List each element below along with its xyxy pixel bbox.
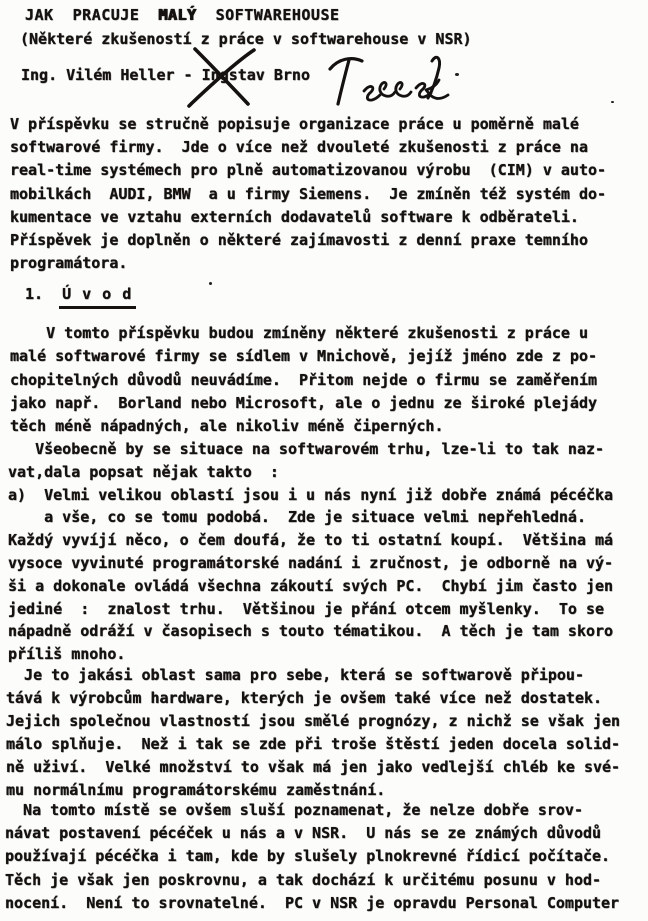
- text-line: Je to jakási oblast sama pro sebe, která se softwarově připou-: [6, 666, 584, 684]
- body-paragraph-2: [8, 438, 613, 666]
- body-paragraph-1: [10, 322, 597, 438]
- text-line: chopitelných důvodů neuvádíme. Přitom nejde o firmu se zaměřením: [10, 370, 597, 389]
- text-line: Těch je však jen poskrovnu, a tak dochází k určitému posunu v hod-: [5, 870, 602, 889]
- body-paragraph-4: [5, 799, 619, 915]
- author-city: Brno: [264, 66, 310, 84]
- text-line: Jejich společnou vlastností jsou smělé prognózy, z nichž se však jen: [6, 711, 621, 730]
- section-heading: [25, 285, 136, 309]
- section-title: Ú v o d: [59, 285, 136, 309]
- cross-out-mark: [184, 46, 262, 108]
- text-line: kumentace ve vztahu externích dodavatelů software k odběrateli.: [10, 207, 579, 226]
- page-title: [25, 6, 340, 24]
- body-paragraph-3: [6, 664, 620, 801]
- text-line: návat postavení pécéček u nás a v NSR. U nás se ze známých důvodů: [5, 824, 602, 843]
- handwritten-annotation: [326, 52, 450, 108]
- text-line: tává k výrobcům hardware, kterých je ovšem také více než dostatek.: [6, 688, 603, 707]
- text-line: a vše, co se tomu podobá. Zde je situace velmi nepřehledná.: [8, 508, 586, 527]
- title-text-start: JAK PRACUJE: [25, 6, 159, 24]
- text-line: softwarové firmy. Jde o více než dvouleté zkušenosti z práce na: [10, 138, 588, 157]
- text-line: jediné : znalost trhu. Většinou je přání otcem myšlenky. To se: [8, 599, 605, 618]
- ink-speck: [455, 73, 459, 76]
- page-subtitle: (Některé zkušeností z práce v softwarehouse v NSR): [20, 30, 472, 48]
- text-line: programátora.: [10, 254, 128, 273]
- text-line: Všeobecně by se situace na softwarovém trhu, lze-li to tak naz-: [8, 440, 605, 458]
- author-name: Ing. Vilém Heller -: [21, 66, 202, 84]
- text-line: malé softwarové firmy se sídlem v Mnichově, jejíž jméno zde z po-: [10, 347, 597, 366]
- text-line: V příspěvku se stručně popisuje organizace práce u poměrně malé: [10, 115, 579, 133]
- text-line: používají pécéčka i tam, kde by slušely plnokrevné řídicí počítače.: [5, 847, 611, 866]
- title-emphasis: MALÝ: [158, 6, 197, 24]
- text-line: mobilkách AUDI, BMW a u firmy Siemens. Je zmíněn též systém do-: [10, 184, 607, 203]
- text-line: Příspěvek je doplněn o některé zajímavosti z denní praxe temního: [10, 231, 588, 250]
- text-line: těch méně nápadných, ale nikoliv méně čiperných.: [10, 417, 444, 436]
- text-line: ně uživí. Velké množství to však má jen jako vedlejší chléb ke své-: [6, 757, 621, 776]
- text-line: jako např. Borland nebo Microsoft, ale o jednu ze široké plejády: [10, 393, 597, 412]
- text-line: příliš mnoho.: [8, 645, 126, 664]
- ink-speck: [209, 282, 212, 285]
- author-affiliation-struck: Ingstav: [201, 66, 265, 84]
- title-text-end: SOFTWAREHOUSE: [196, 6, 340, 24]
- text-line: vysoce vyvinuté programátorské nadání i zručnost, je odborně na vý-: [8, 553, 614, 572]
- text-line: Každý vyvíjí něco, o čem doufá, že to ti ostatní koupí. Většina má: [8, 531, 614, 550]
- text-line: real-time systémech pro plně automatizovanou výrobu (CIM) v auto-: [10, 161, 607, 180]
- text-line: málo splňuje. Než i tak se zde při troše štěstí jeden docela solid-: [6, 734, 621, 753]
- text-line: nápadně odráží v časopisech s touto tématikou. A těch je tam skoro: [8, 622, 614, 641]
- ink-speck: [611, 101, 614, 103]
- text-line: vat,dala popsat nějak takto :: [8, 462, 279, 481]
- author-line: [21, 66, 310, 84]
- text-line: a) Velmi velikou oblastí jsou i u nás nyní již dobře známá pécéčka: [8, 485, 614, 504]
- abstract-paragraph: [10, 113, 606, 275]
- text-line: Na tomto místě se ovšem sluší poznamenat, že nelze dobře srov-: [5, 801, 583, 819]
- text-line: nocení. Není to srovnatelné. PC v NSR je opravdu Personal Computer: [5, 893, 620, 912]
- section-number: 1.: [25, 285, 44, 303]
- text-line: V tomto příspěvku budou zmíněny některé zkušenosti z práce u: [10, 324, 588, 342]
- text-line: mu normálnímu programátorskému zaměstnání.: [6, 780, 386, 799]
- text-line: ši a dokonale ovládá všechna zákoutí svých PC. Chybí jim často jen: [8, 576, 614, 595]
